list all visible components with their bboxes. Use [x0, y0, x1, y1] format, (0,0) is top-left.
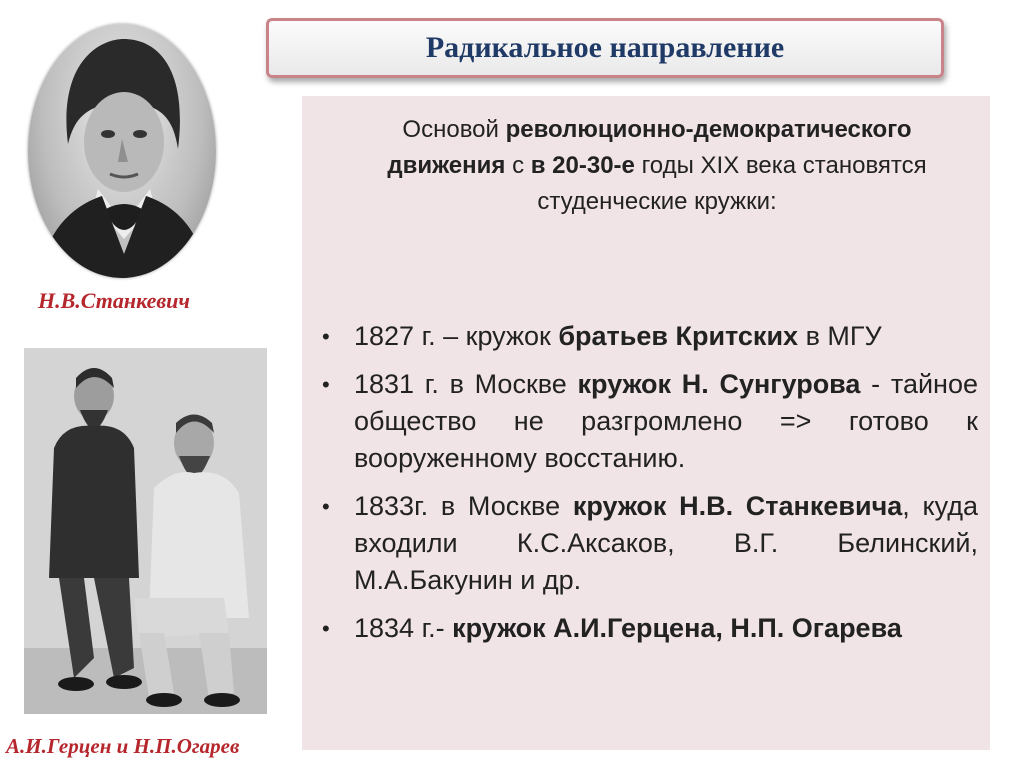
intro-paragraph	[362, 112, 952, 220]
caption-herzen-ogarev: А.И.Герцен и Н.П.Огарев	[6, 734, 240, 758]
stankevich-portrait-image	[28, 24, 216, 278]
item-text: в МГУ	[798, 321, 882, 351]
herzen-ogarev-image	[24, 348, 267, 714]
list-item	[322, 610, 978, 647]
bullet: •	[322, 324, 330, 349]
item-text: , куда входили К.С.Аксаков, В.Г. Белинский, М.А.Бакунин и др.	[354, 491, 978, 595]
item-bold: кружок А.И.Герцена, Н.П. Огарева	[452, 613, 902, 643]
content-panel	[302, 96, 990, 750]
title-banner	[266, 18, 944, 78]
item-text: - тайное общество не разгромлено => готово к вооруженному восстанию.	[354, 369, 978, 473]
item-bold: братьев Критских	[558, 321, 799, 351]
item-text: 1833г. в Москве	[354, 491, 573, 521]
herzen-ogarev-photo	[24, 348, 267, 714]
intro-bold-1: революционно-демократического движения	[387, 116, 912, 179]
list-item	[322, 366, 978, 477]
intro-text-3: годы XIX века становятся студенческие кружки:	[537, 152, 927, 215]
item-bold: кружок Н. Сунгурова	[577, 369, 861, 399]
bullet: •	[322, 616, 330, 641]
intro-bold-2: в 20-30-е	[530, 152, 635, 179]
list-item	[322, 318, 978, 355]
bullet: •	[322, 494, 330, 519]
circles-list	[322, 318, 978, 658]
item-text: 1827 г. – кружок	[354, 321, 559, 351]
bullet: •	[322, 372, 330, 397]
item-text: 1831 г. в Москве	[354, 369, 578, 399]
item-bold: кружок Н.В. Станкевича	[572, 491, 903, 521]
caption-stankevich: Н.В.Станкевич	[38, 288, 190, 313]
list-item	[322, 488, 978, 599]
intro-text-1: Основой	[402, 116, 506, 143]
stankevich-portrait	[28, 24, 216, 278]
item-text: 1834 г.-	[354, 613, 453, 643]
intro-text-2: с	[505, 152, 531, 179]
slide-title: Радикальное направление	[425, 31, 785, 64]
